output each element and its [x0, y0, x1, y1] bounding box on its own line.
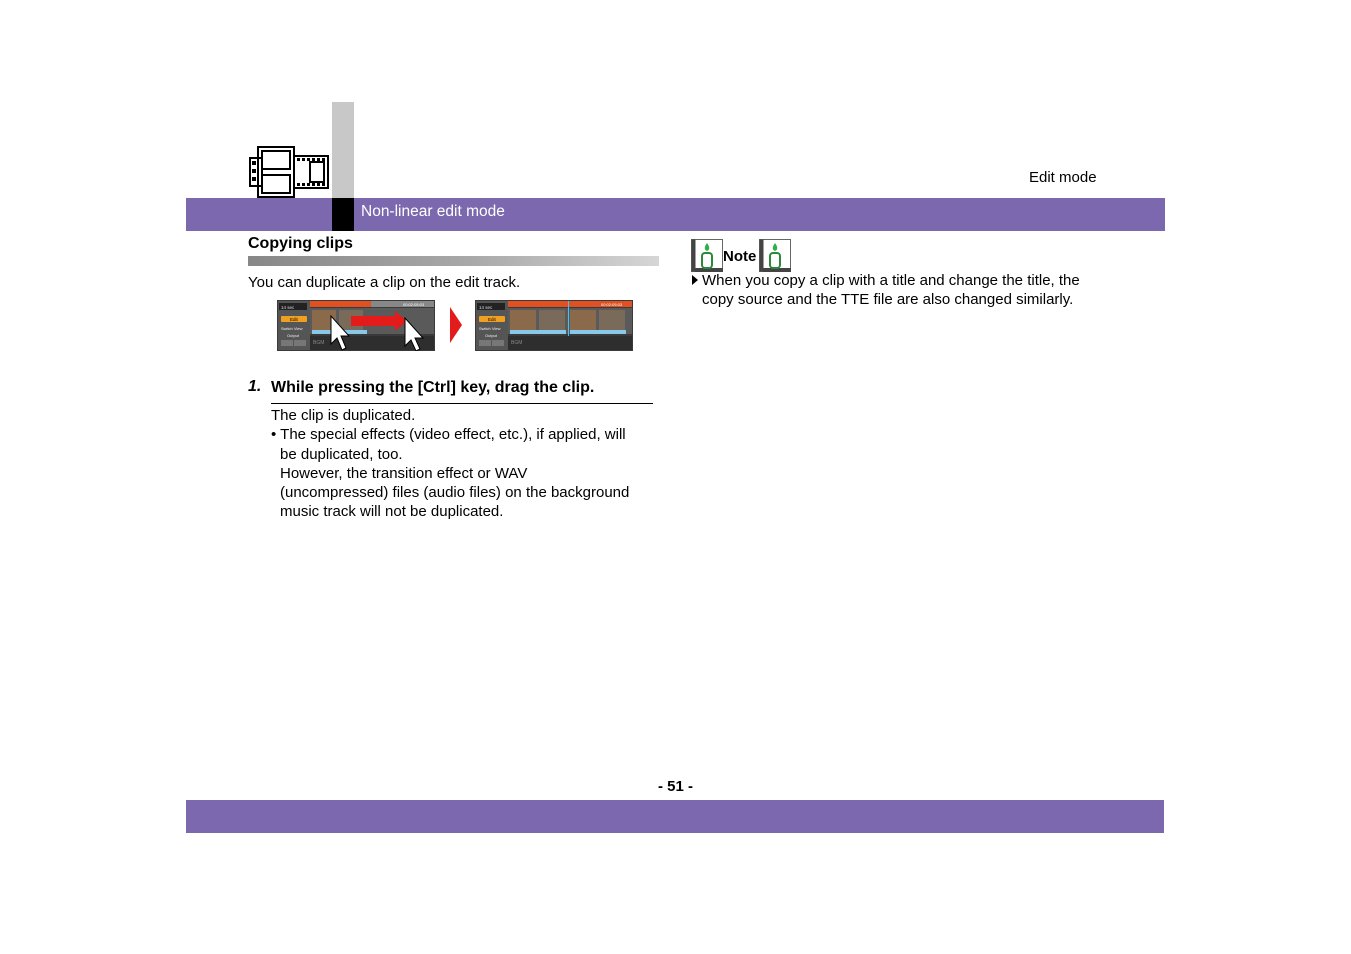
switch-view-label: Switch View — [281, 326, 303, 331]
switch-view-label: Switch View — [479, 326, 501, 331]
header-black-tab — [332, 198, 354, 231]
bullet-first-line — [271, 425, 671, 444]
intro-text: You can duplicate a clip on the edit track. — [248, 274, 521, 291]
section-heading: Copying clips — [248, 235, 353, 252]
timeline-screenshot-after — [475, 300, 633, 351]
step-underline — [271, 403, 653, 404]
timeline-screenshot-before — [277, 300, 435, 351]
bullet-line-3: However, the transition effect or WAV — [280, 464, 528, 482]
note-candle-icon — [759, 239, 791, 272]
zoom-label: 14 sec — [281, 305, 295, 310]
bullet-line-4: (uncompressed) files (audio files) on the background — [280, 484, 630, 502]
footer-band — [186, 800, 1164, 833]
note-line-2: copy source and the TTE file are also changed similarly. — [702, 291, 1074, 309]
bullet-line-1: The special effects (video effect, etc.), if applied, will — [280, 426, 626, 444]
film-strip-icon — [249, 146, 329, 198]
triangle-bullet-icon — [692, 275, 698, 285]
bullet-marker: • — [271, 426, 277, 444]
step-details — [271, 406, 671, 522]
timecode-label: 00:02:05:03 — [403, 302, 425, 307]
bgm-label: BGM — [511, 340, 523, 346]
page-number: - 51 - — [657, 778, 693, 795]
header-gray-tab — [332, 102, 354, 198]
step-instruction: While pressing the [Ctrl] key, drag the clip. — [271, 379, 595, 396]
note-candle-icon — [691, 239, 723, 272]
timecode-label: 00:02:05:03 — [601, 302, 623, 307]
note-label: Note — [723, 248, 757, 265]
red-arrow-icon — [450, 307, 462, 343]
output-label: Output — [287, 333, 300, 338]
note-text — [702, 271, 1122, 310]
bullet-line-5: music track will not be duplicated. — [280, 503, 504, 521]
bullet-line-2: be duplicated, too. — [280, 445, 403, 463]
bgm-label: BGM — [313, 340, 325, 346]
step-number: 1. — [248, 378, 262, 395]
edit-button-label: Edit — [290, 317, 298, 322]
heading-gradient-bar — [248, 256, 659, 266]
step-result: The clip is duplicated. — [271, 407, 416, 424]
section-label: Edit mode — [1029, 169, 1097, 186]
edit-button-label: Edit — [488, 317, 496, 322]
zoom-label: 14 sec — [479, 305, 493, 310]
output-label: Output — [485, 333, 498, 338]
note-line-1: When you copy a clip with a title and change the title, the — [702, 272, 1080, 289]
header-title: Non-linear edit mode — [361, 203, 505, 220]
